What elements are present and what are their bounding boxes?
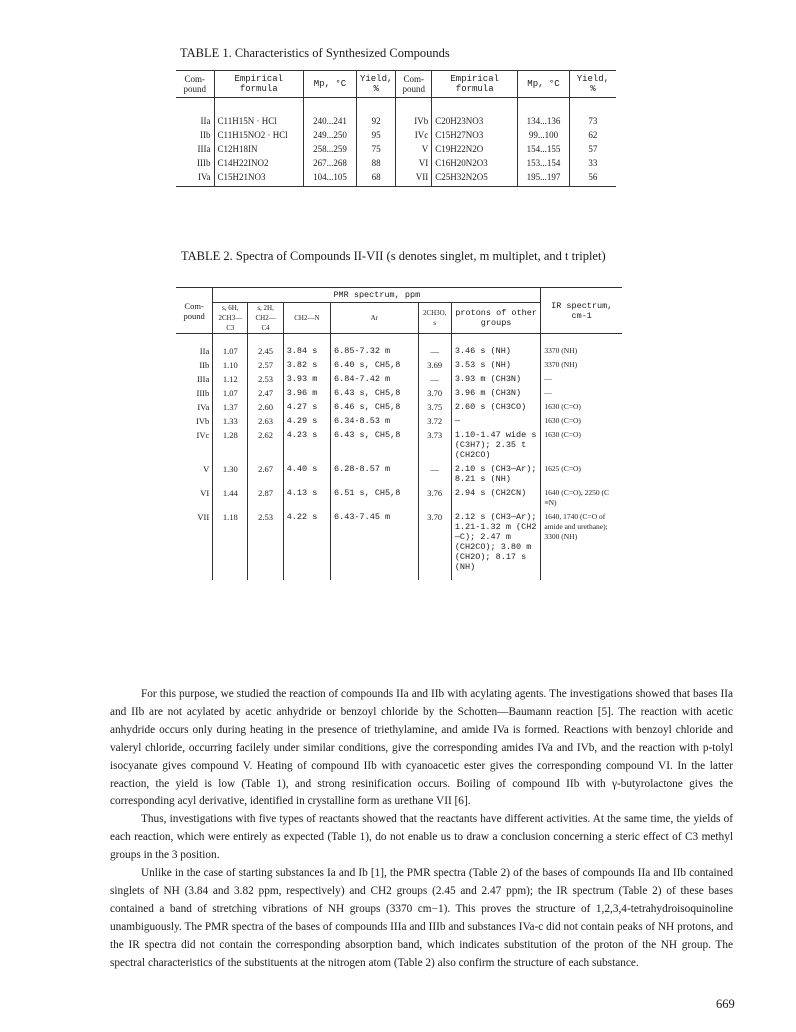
table-cell: C11H15N · HCl bbox=[214, 98, 303, 131]
table-cell: IVa bbox=[198, 172, 211, 182]
table-cell: 3.76 bbox=[418, 486, 451, 510]
table-cell: 3.96 m (CH3N) bbox=[451, 386, 541, 400]
table-row bbox=[176, 428, 622, 462]
table-cell: 195...197 bbox=[518, 172, 570, 187]
table-cell: 4.27 s bbox=[283, 400, 330, 414]
table-cell: 1.12 bbox=[213, 372, 248, 386]
table-cell: IIIa bbox=[197, 144, 211, 154]
table-row bbox=[176, 400, 622, 414]
table-row bbox=[176, 334, 622, 359]
table-cell: — bbox=[541, 386, 622, 400]
table-cell: 3.73 bbox=[418, 428, 451, 462]
table-cell: 240...241 bbox=[304, 98, 357, 131]
table-cell: IIIb bbox=[197, 158, 211, 168]
paragraph: Unlike in the case of starting substances Ia and Ib [1], the PMR spectra (Table 2) of the bases of compounds IIa and IIb contained singlets of NH (3.84 and 3.82 ppm, respectively) and CH2 groups (2.45 and 2.47 ppm); the IR spectrum (Table 2) of these bases contained a band of stretching vibrations of NH groups (3370 cm−1). This proves the structure of 1,2,3,4-tetrahydroisoquinoline unambiguously. The PMR spectra of the bases of compounds IIIa and IIIb and substances IVa-c did not contain peaks of NH protons, and the IR spectra did not contain the corresponding absorption band, which indicates substitution of the proton of the NH group. The spectral characteristics of the substituents at the nitrogen atom (Table 2) also confirm the structure of each substance. bbox=[110, 867, 733, 969]
table1-body bbox=[176, 98, 616, 187]
table-cell: C19H22N2O bbox=[432, 144, 518, 158]
t1-header-cell: Com- pound bbox=[396, 71, 432, 98]
t2-col-ch3c3: s, 6H, 2CH3—C3 bbox=[213, 303, 248, 334]
table-row bbox=[176, 414, 622, 428]
table-cell: 1625 (C=O) bbox=[541, 462, 622, 486]
table-cell: — bbox=[418, 372, 451, 386]
table-cell: 2.87 bbox=[248, 486, 283, 510]
table-cell: 6.85-7.32 m bbox=[331, 334, 419, 359]
table-cell: 3.75 bbox=[418, 400, 451, 414]
table-cell: 99...100 bbox=[518, 130, 570, 144]
table-cell: 2.53 bbox=[248, 372, 283, 386]
table-cell: 3.84 s bbox=[283, 334, 330, 359]
table-cell: IVb bbox=[396, 98, 432, 131]
t1-header-cell: Yield, % bbox=[356, 71, 395, 98]
table1-header bbox=[176, 71, 616, 98]
table-cell: C25H32N2O5 bbox=[432, 172, 518, 187]
table-cell: 4.22 s bbox=[283, 510, 330, 580]
table-cell: 1630 (C=O) bbox=[541, 428, 622, 462]
table-cell: VI bbox=[200, 488, 210, 498]
t1-header-cell: Empirical formula bbox=[214, 71, 303, 98]
table-cell: 1.07 bbox=[213, 334, 248, 359]
table-cell: IVc bbox=[196, 430, 210, 440]
t2-col-ch2n: CH2—N bbox=[283, 303, 330, 334]
table-cell: 1.44 bbox=[213, 486, 248, 510]
table-cell: — bbox=[418, 462, 451, 486]
table-row bbox=[176, 130, 616, 144]
table-cell: C16H20N2O3 bbox=[432, 158, 518, 172]
table-cell: 6.43-7.45 m bbox=[331, 510, 419, 580]
t2-col-compound: Com- pound bbox=[183, 300, 205, 321]
table-row bbox=[176, 386, 622, 400]
table-cell: C11H15NO2 · HCl bbox=[214, 130, 303, 144]
table-cell: 3.70 bbox=[418, 386, 451, 400]
table-cell: — bbox=[451, 414, 541, 428]
table-cell: 2.67 bbox=[248, 462, 283, 486]
table-cell: 1.10-1.47 wide s (C3H7); 2.35 t (CH2CO) bbox=[451, 428, 541, 462]
table2-caption: TABLE 2. Spectra of Compounds II-VII (s denotes singlet, m multiplet, and t triplet) bbox=[181, 249, 606, 263]
table-cell: 154...155 bbox=[518, 144, 570, 158]
table-cell: 1630 (C=O) bbox=[541, 400, 622, 414]
table-cell: 33 bbox=[569, 158, 616, 172]
body-text bbox=[110, 686, 733, 973]
table-cell: IIa bbox=[199, 346, 210, 356]
table-row bbox=[176, 462, 622, 486]
table-cell: 4.40 s bbox=[283, 462, 330, 486]
table-cell: 2.62 bbox=[248, 428, 283, 462]
table1-caption: TABLE 1. Characteristics of Synthesized Compounds bbox=[180, 46, 450, 60]
table-cell: 56 bbox=[569, 172, 616, 187]
table-cell: 68 bbox=[356, 172, 395, 187]
table-cell: 134...136 bbox=[518, 98, 570, 131]
t2-col-ar: Ar bbox=[331, 303, 419, 334]
table-cell: 3.82 s bbox=[283, 358, 330, 372]
table-cell: VII bbox=[396, 172, 432, 187]
table-cell: 1630 (C=O) bbox=[541, 414, 622, 428]
table-cell: 1.18 bbox=[213, 510, 248, 580]
table-cell: 3.70 bbox=[418, 510, 451, 580]
t1-header-cell: Mp, °C bbox=[518, 71, 570, 98]
table-cell: IIa bbox=[200, 116, 211, 126]
paragraph: For this purpose, we studied the reaction of compounds IIa and IIb with acylating agents. The investigations showed that bases IIa and IIb are not acylated by acetic anhydride or benzoyl chloride by the Schotten—Baumann reaction [5]. The reaction with acetic anhydride occurs only during heating in the presence of triethylamine, and amide IVa is formed. Reactions with benzoyl chloride and valeryl chloride, occurring facilely under similar conditions, give the corresponding amides IVa and IVb, and the reaction with p-tolyl isocyanate gives compound V. Heating of compound IIb with cyanoacetic ester gives the corresponding compound VI. In the latter reaction, the yield is low (Table 1), and strong resinification occurs. Boiling of compound IIb with γ-butyrolactone gives the corresponding acyl derivative, identified in crystalline form as urethane VII [6]. bbox=[110, 688, 733, 808]
table-row bbox=[176, 98, 616, 131]
table-cell: IVc bbox=[396, 130, 432, 144]
table-cell: 6.43 s, CH5,8 bbox=[331, 428, 419, 462]
table-row bbox=[176, 510, 622, 580]
table-cell: IIb bbox=[200, 130, 211, 140]
table-cell: 3.96 m bbox=[283, 386, 330, 400]
t1-header-cell: Com- pound bbox=[183, 74, 207, 94]
table-cell: V bbox=[203, 464, 210, 474]
table-cell: 2.45 bbox=[248, 334, 283, 359]
table-cell: 6.43 s, CH5,8 bbox=[331, 386, 419, 400]
table-cell: IIIa bbox=[196, 374, 210, 384]
table-cell: 92 bbox=[356, 98, 395, 131]
table-cell: 3370 (NH) bbox=[541, 358, 622, 372]
table-row bbox=[176, 372, 622, 386]
table-cell: 95 bbox=[356, 130, 395, 144]
table2-header bbox=[176, 288, 622, 334]
table-cell: 1640, 1740 (C=O of amide and urethane); 3300 (NH) bbox=[541, 510, 622, 580]
table-cell: 4.29 s bbox=[283, 414, 330, 428]
table-row bbox=[176, 358, 622, 372]
table-cell: 2.60 s (CH3CO) bbox=[451, 400, 541, 414]
table-cell: 3.72 bbox=[418, 414, 451, 428]
table-cell: 2.94 s (CH2CN) bbox=[451, 486, 541, 510]
table-cell: 6.84-7.42 m bbox=[331, 372, 419, 386]
table-cell: VII bbox=[197, 512, 210, 522]
t2-col-ch3o: 2CH3O, s bbox=[418, 303, 451, 334]
table-cell: 1.30 bbox=[213, 462, 248, 486]
table-cell: 249...250 bbox=[304, 130, 357, 144]
table-cell: 1.28 bbox=[213, 428, 248, 462]
t1-header-cell: Mp, °C bbox=[304, 71, 357, 98]
table-cell: 258...259 bbox=[304, 144, 357, 158]
table-cell: IVa bbox=[197, 402, 210, 412]
t1-header-cell: Yield, % bbox=[569, 71, 616, 98]
table-cell: 1.33 bbox=[213, 414, 248, 428]
t2-col-ir: IR spectrum, cm-1 bbox=[541, 288, 622, 334]
table-cell: 2.63 bbox=[248, 414, 283, 428]
table-cell: — bbox=[541, 372, 622, 386]
table-cell: 75 bbox=[356, 144, 395, 158]
table-cell: V bbox=[396, 144, 432, 158]
table-cell: 3.93 m (CH3N) bbox=[451, 372, 541, 386]
table-row bbox=[176, 486, 622, 510]
table-cell: 2.57 bbox=[248, 358, 283, 372]
table-cell: 2.47 bbox=[248, 386, 283, 400]
table-cell: 62 bbox=[569, 130, 616, 144]
table-cell: 104...105 bbox=[304, 172, 357, 187]
table-cell: 1.10 bbox=[213, 358, 248, 372]
table-cell: 2.12 s (CH3—Ar); 1.21-1.32 m (CH2—C); 2.47 m (CH2CO); 3.80 m (CH2O); 8.17 s (NH) bbox=[451, 510, 541, 580]
table-cell: 73 bbox=[569, 98, 616, 131]
table-cell: 6.34-8.53 m bbox=[331, 414, 419, 428]
table-cell: 88 bbox=[356, 158, 395, 172]
table-cell: — bbox=[418, 334, 451, 359]
table-cell: IVb bbox=[196, 416, 210, 426]
table-cell: VI bbox=[396, 158, 432, 172]
table-cell: 6.51 s, CH5,8 bbox=[331, 486, 419, 510]
table-cell: C15H21NO3 bbox=[214, 172, 303, 187]
table-cell: C12H18IN bbox=[214, 144, 303, 158]
table-cell: 2.10 s (CH3—Ar); 8.21 s (NH) bbox=[451, 462, 541, 486]
table-row bbox=[176, 144, 616, 158]
table-cell: 6.46 s, CH5,8 bbox=[331, 400, 419, 414]
table-cell: 3370 (NH) bbox=[541, 334, 622, 359]
table2 bbox=[176, 287, 622, 580]
table-row bbox=[176, 172, 616, 187]
t2-group-header: PMR spectrum, ppm bbox=[213, 288, 541, 303]
table-cell: C15H27NO3 bbox=[432, 130, 518, 144]
table-cell: 267...268 bbox=[304, 158, 357, 172]
t2-col-ch2c4: s, 2H, CH2—C4 bbox=[248, 303, 283, 334]
table-cell: 2.53 bbox=[248, 510, 283, 580]
table1 bbox=[176, 70, 616, 187]
table2-body bbox=[176, 334, 622, 581]
table-cell: C14H22INO2 bbox=[214, 158, 303, 172]
table-cell: 3.46 s (NH) bbox=[451, 334, 541, 359]
page-number: 669 bbox=[716, 997, 735, 1011]
table-cell: 3.53 s (NH) bbox=[451, 358, 541, 372]
table-cell: 3.69 bbox=[418, 358, 451, 372]
table-cell: 1.37 bbox=[213, 400, 248, 414]
table-cell: 2.60 bbox=[248, 400, 283, 414]
table-cell: IIIb bbox=[196, 388, 210, 398]
table-cell: 4.13 s bbox=[283, 486, 330, 510]
table-cell: 1640 (C=O), 2250 (C ≡N) bbox=[541, 486, 622, 510]
table-cell: IIb bbox=[199, 360, 210, 370]
table-row bbox=[176, 158, 616, 172]
paragraph: Thus, investigations with five types of reactants showed that the reactants have different activities. At the same time, the yields of each reaction, which were entirely as expected (Table 1), do not enable us to draw a conclusion concerning a steric effect of C3 methyl groups in the 3 position. bbox=[110, 813, 733, 862]
table-cell: 6.28-8.57 m bbox=[331, 462, 419, 486]
t1-header-cell: Empirical formula bbox=[432, 71, 518, 98]
table-cell: 3.93 m bbox=[283, 372, 330, 386]
table-cell: 57 bbox=[569, 144, 616, 158]
table-cell: C20H23NO3 bbox=[432, 98, 518, 131]
table-cell: 6.40 s, CH5,8 bbox=[331, 358, 419, 372]
table-cell: 1.07 bbox=[213, 386, 248, 400]
t2-col-other: protons of other groups bbox=[451, 303, 541, 334]
table-cell: 153...154 bbox=[518, 158, 570, 172]
table-cell: 4.23 s bbox=[283, 428, 330, 462]
